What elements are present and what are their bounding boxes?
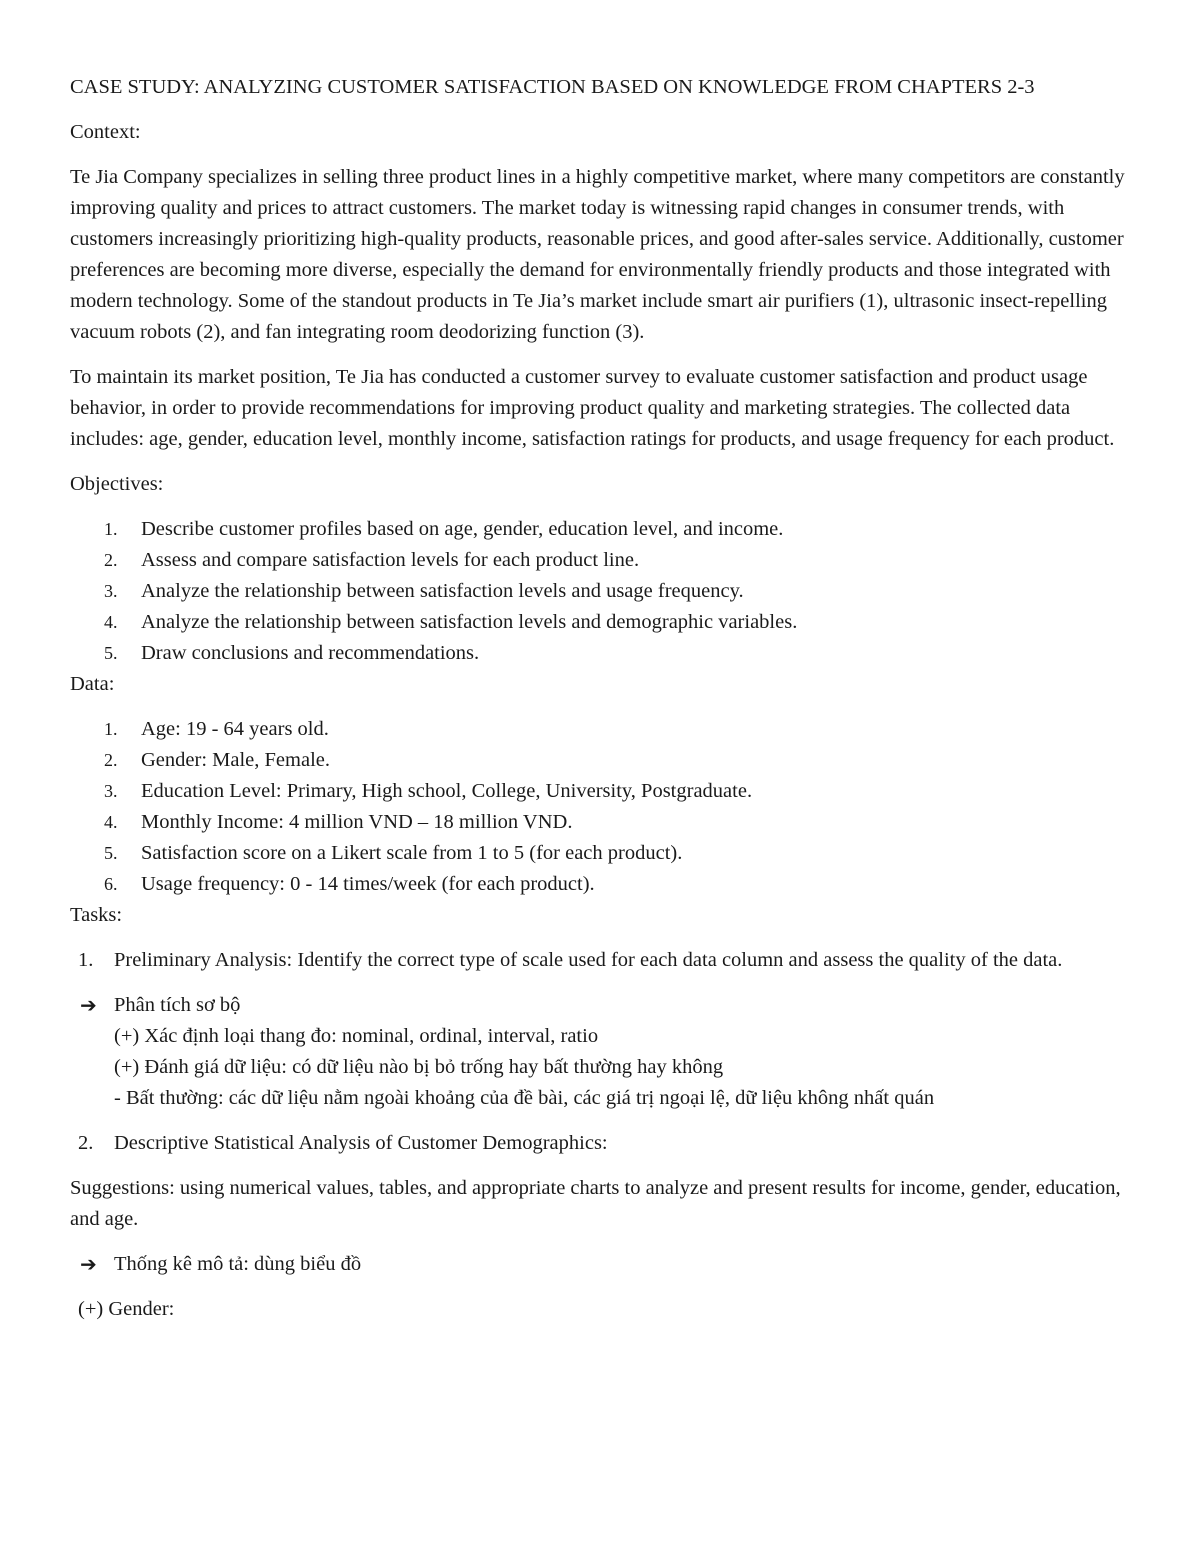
arrow-right-icon: ➔ (80, 993, 97, 1017)
context-paragraph-1: Te Jia Company specializes in selling three product lines in a highly competitive market, where many competitors are constantly improving quality and prices to attract customers. The market today is witnessing rapid changes in consumer trends, with customers increasingly prioritizing high-quality products, reasonable prices, and good after-sales service. Additionally, customer preferences are becoming more diverse, especially the demand for environmentally friendly products and those integrated with modern technology. Some of the standout products in Te Jia’s market include smart air purifiers (1), ultrasonic insect-repelling vacuum robots (2), and fan integrating room deodorizing function (3). (70, 166, 1125, 343)
data-list (70, 714, 1130, 900)
task-item-2: 2. Descriptive Statistical Analysis of Customer Demographics: (78, 1132, 608, 1154)
task1-notes (70, 990, 1130, 1114)
task2-notes-heading: Thống kê mô tả: dùng biểu đồ (114, 1253, 362, 1275)
tasks-list-2 (70, 1128, 1130, 1159)
list-item: 4. Analyze the relationship between satisfaction levels and demographic variables. (104, 611, 798, 633)
list-item: 6. Usage frequency: 0 - 14 times/week (for each product). (104, 873, 595, 895)
tasks-list-1 (70, 945, 1130, 976)
context-label: Context: (70, 121, 141, 143)
list-item: 3. Analyze the relationship between satisfaction levels and usage frequency. (104, 580, 744, 602)
tasks-label: Tasks: (70, 904, 123, 926)
gender-subheading: (+) Gender: (78, 1298, 175, 1320)
objectives-list (70, 514, 1130, 669)
document-title: CASE STUDY: ANALYZING CUSTOMER SATISFACTION BASED ON KNOWLEDGE FROM CHAPTERS 2-3 (70, 76, 1035, 98)
list-item: 1. Describe customer profiles based on age, gender, education level, and income. (104, 518, 784, 540)
task1-note-line-2: (+) Đánh giá dữ liệu: có dữ liệu nào bị bỏ trống hay bất thường hay không (114, 1056, 724, 1078)
objectives-label: Objectives: (70, 473, 164, 495)
context-paragraph-2: To maintain its market position, Te Jia has conducted a customer survey to evaluate customer satisfaction and product usage behavior, in order to provide recommendations for improving product quality and marketing strategies. The collected data includes: age, gender, education level, monthly income, satisfaction ratings for products, and usage frequency for each product. (70, 366, 1115, 450)
list-item: 2. Gender: Male, Female. (104, 749, 330, 771)
task1-notes-heading: Phân tích sơ bộ (114, 994, 241, 1016)
task2-notes-heading-row (70, 1249, 1130, 1280)
list-item: 3. Education Level: Primary, High school, College, University, Postgraduate. (104, 780, 753, 802)
list-item: 1. Age: 19 - 64 years old. (104, 718, 329, 740)
task1-note-line-3: - Bất thường: các dữ liệu nằm ngoài khoảng của đề bài, các giá trị ngoại lệ, dữ liệu không nhất quán (114, 1087, 935, 1109)
list-item: 2. Assess and compare satisfaction levels for each product line. (104, 549, 640, 571)
task1-note-line-1: (+) Xác định loại thang đo: nominal, ordinal, interval, ratio (114, 1025, 599, 1047)
arrow-right-icon: ➔ (80, 1252, 97, 1276)
suggestions-paragraph: Suggestions: using numerical values, tables, and appropriate charts to analyze and present results for income, gender, education, and age. (70, 1177, 1121, 1230)
list-item: 5. Draw conclusions and recommendations. (104, 642, 480, 664)
data-label: Data: (70, 673, 115, 695)
task-item-1: 1. Preliminary Analysis: Identify the correct type of scale used for each data column and assess the quality of the data. (78, 949, 1063, 971)
list-item: 5. Satisfaction score on a Likert scale from 1 to 5 (for each product). (104, 842, 683, 864)
document-page (70, 72, 1130, 1325)
list-item: 4. Monthly Income: 4 million VND – 18 million VND. (104, 811, 573, 833)
